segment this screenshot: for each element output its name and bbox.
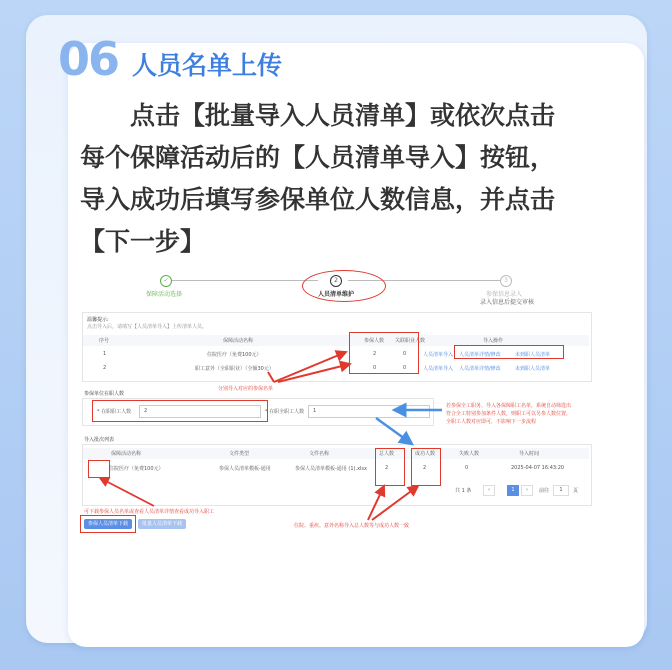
success-highlight <box>411 448 441 486</box>
pager-current[interactable]: 1 <box>507 485 519 496</box>
fulltime-count-label: * 在职全职工人数 <box>265 409 305 415</box>
operation-highlight <box>454 345 564 359</box>
step-3-label: 参保信息录入 <box>486 291 523 298</box>
instruction-line-4: 【下一步】 <box>80 227 206 256</box>
download-button-highlight <box>80 515 136 533</box>
step-2-circle: 2 <box>330 275 342 287</box>
step-1-check-icon: ✓ <box>160 275 172 287</box>
annotation-staff-2: 符合全工特别参加条件人数，则职工可以另参人数位置， <box>446 411 572 417</box>
list-detail-link[interactable]: 人员清单详情/修改 <box>459 366 501 372</box>
annotation-import: 分别导入对应的参保名单 <box>218 386 274 392</box>
total-highlight <box>375 448 405 486</box>
instruction-line-3: 导入成功后填写参保单位人数信息，并点击 <box>80 185 556 214</box>
import-list-link[interactable]: 人员清单导入 <box>423 366 454 372</box>
stepper-line-1 <box>168 280 318 281</box>
step-3-sublabel: 录入信息后提交审核 <box>480 299 535 306</box>
staff-count-input[interactable]: 2 <box>139 405 261 418</box>
table-row: 2 职工意外（全职职业）（全额30元） 0 0 人员清单导入 人员清单详情/修改 未到职人员清单 <box>103 365 551 372</box>
download-list-button[interactable]: 参保人员清单下载 <box>84 519 132 529</box>
list-detail-link[interactable]: 人员清单详情/修改 <box>459 352 501 358</box>
step-2-highlight <box>302 270 386 302</box>
step-title: 人员名单上传 <box>132 51 283 80</box>
tips-title: 温馨提示: <box>87 317 109 323</box>
table-row: 住院医疗（免费100元） 参保人员清单模板-通用 参保人员清单模板-通用 (1).xlsx 2 2 0 2025-04-07 16:43:20 <box>109 465 565 472</box>
batch-download-button[interactable]: 批量人员清单下载 <box>138 519 186 529</box>
pager-total: 共 1 条 <box>455 488 472 494</box>
annotation-staff-3: 全职工人数对应即可，不影响下一步流程 <box>446 419 537 425</box>
step-2-label: 人员清单维护 <box>318 291 355 298</box>
table-row: 1 住院医疗（免费100元） 2 0 人员清单导入 人员清单详情/修改 未到职人员清单 <box>103 351 551 358</box>
checkbox-highlight <box>88 460 110 478</box>
instruction-line-2: 每个保障活动后的【人员清单导入】按钮， <box>80 143 556 172</box>
progress-stepper <box>78 268 596 308</box>
not-arrived-link[interactable]: 未到职人员清单 <box>515 366 551 372</box>
fulltime-count-input[interactable]: 1 <box>308 405 430 418</box>
pager-prev-icon[interactable]: ‹ <box>483 485 495 496</box>
step-number: 06 <box>58 32 119 86</box>
pager-goto-input[interactable]: 1 <box>553 485 569 496</box>
import-table-header: 保障活动名称 文件类型 文件名称 总人数 成功人数 失败人数 导入时间 <box>83 448 589 459</box>
import-list-panel <box>82 444 592 506</box>
import-list-link[interactable]: 人员清单导入 <box>423 352 454 358</box>
tips-text: 点击导入后，请填写【人员清单导入】上传清单人员。 <box>87 324 208 330</box>
import-list-title: 导入批次列表 <box>84 437 115 443</box>
count-highlight <box>349 332 419 374</box>
annotation-download: 可下载参保人员名单或查看人员清单详情查看成功导入职工 <box>84 509 215 515</box>
annotation-consistency: 住院、重疾、意外名称导入总人数等与成功人数一致 <box>294 523 410 529</box>
embedded-screenshot <box>78 268 596 548</box>
activity-table-header: 序号 保障活动名称 参保人数 关联职业人数 导入操作 <box>83 335 589 346</box>
staff-input-highlight <box>92 400 268 422</box>
instruction-line-1: 点击【批量导入人员清单】或依次点击 <box>130 101 556 130</box>
step-3-circle: 3 <box>500 275 512 287</box>
staff-count-label: * 在职职工人数 <box>97 409 132 415</box>
not-arrived-link[interactable]: 未到职人员清单 <box>515 352 551 358</box>
pager-suffix: 页 <box>573 488 579 494</box>
annotation-staff-1: 若参保全工职务、导入各保障职工名单，系统自动筛选出 <box>446 403 572 409</box>
step-1-label: 保障活动选择 <box>146 291 183 298</box>
staff-section-title: 参保单位在职人数 <box>84 391 125 397</box>
pager-goto-label: 前往 <box>539 488 550 494</box>
pager-next-icon[interactable]: › <box>521 485 533 496</box>
instruction-text <box>80 95 600 263</box>
